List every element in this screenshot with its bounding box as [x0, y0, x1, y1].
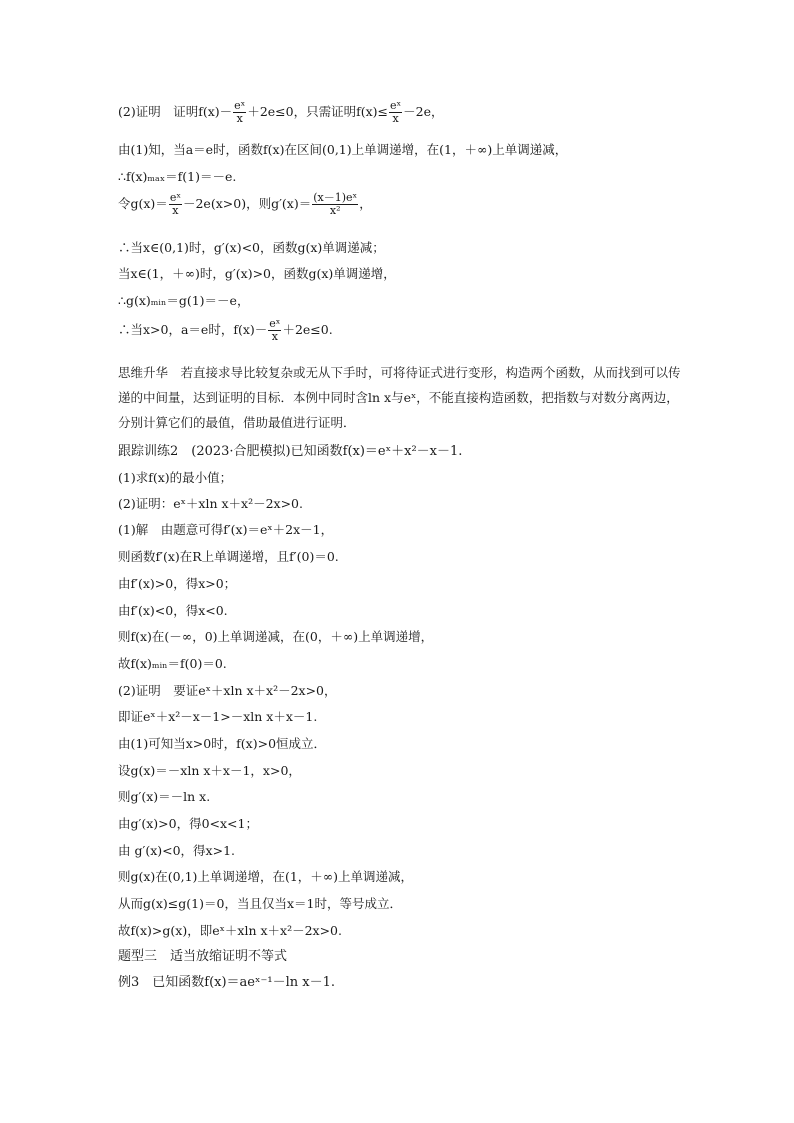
text-line: (2)证明 要证eˣ＋xln x＋x²－2x>0， — [118, 683, 337, 698]
proof-line-8: ∴当x>0，a＝e时，f(x)－ $\frac{\text{eˣ}}{x}$ ＋2e≤0. — [118, 317, 333, 343]
summary-label: 思维升华 — [118, 365, 169, 380]
text-line: ∴f(x)ₘₐₓ＝f(1)＝－e. — [118, 169, 237, 184]
fraction: $\frac{\text{eˣ}}{x}$ — [390, 99, 402, 125]
text-line: 则g′(x)＝－ln x. — [118, 789, 211, 804]
text-line: 由g′(x)>0，得0<x<1； — [118, 816, 258, 831]
text-line: 即证eˣ＋x²－x－1>－xln x＋x－1. — [118, 709, 318, 724]
section-heading: 题型三 适当放缩证明不等式 — [118, 949, 288, 964]
fraction: $\frac{\text{eˣ}}{x}$ — [269, 317, 281, 343]
text-line: 由(1)可知当x>0时，f(x)>0恒成立． — [118, 736, 327, 751]
text-line: 设g(x)＝－xln x＋x－1，x>0， — [118, 763, 301, 778]
text-line: ∴当x∈(0,1)时，g′(x)<0，函数g(x)单调递减； — [118, 240, 385, 255]
text-line: 则g(x)在(0,1)上单调递增，在(1，＋∞)上单调递减， — [118, 869, 414, 884]
thinking-summary-paragraph: 思维升华 若直接求导比较复杂或无从下手时，可将待证式进行变形，构造两个函数，从而找到可以传递的中间量，达到证明的目标．本例中同时含ln x与eˣ，不能直接构造函数，把指数与对数分离两边，分别计算它们的最值，借助最值进行证明． — [118, 365, 681, 430]
text-line: 从而g(x)≤g(1)＝0，当且仅当x＝1时，等号成立． — [118, 896, 402, 911]
fraction: $\frac{\text{(x－1)eˣ}}{\text{x²}}$ — [313, 191, 358, 217]
text-line: 则f(x)在(－∞，0)上单调递减，在(0，＋∞)上单调递增， — [118, 629, 434, 644]
text-line: 故f(x)>g(x)，即eˣ＋xln x＋x²－2x>0. — [118, 923, 342, 938]
exercise-title: 跟踪训练2 (2023·合肥模拟)已知函数f(x)＝eˣ＋x²－x－1. — [118, 444, 463, 459]
text-line: (1)解 由题意可得f′(x)＝eˣ＋2x－1， — [118, 522, 334, 537]
text-line: 由 g′(x)<0，得x>1. — [118, 843, 235, 858]
text-line: 故f(x)ₘᵢₙ＝f(0)＝0. — [118, 656, 227, 671]
fraction: $\frac{\text{eˣ}}{x}$ — [169, 191, 181, 217]
fraction: $\frac{\text{eˣ}}{x}$ — [234, 99, 246, 125]
text-line: 由(1)知，当a＝e时，函数f(x)在区间(0,1)上单调递增，在(1，＋∞)上单调递减， — [118, 142, 568, 157]
proof-line-1: (2)证明 证明f(x)－ $\frac{\text{eˣ}}{x}$ ＋2e≤0，只需证明f(x)≤ $\frac{\text{eˣ}}{x}$ －2e， — [118, 99, 444, 125]
proof-line-4: 令g(x)＝ $\frac{\text{eˣ}}{x}$ －2e(x>0)，则g′(x)＝ $\frac{\text{(x－1)eˣ}}{\text{x²}}$ ， — [118, 191, 372, 217]
text-line: 则函数f′(x)在R上单调递增，且f′(0)＝0. — [118, 549, 339, 564]
text-line: ∴g(x)ₘᵢₙ＝g(1)＝－e， — [118, 293, 250, 308]
text-line: 当x∈(1，＋∞)时，g′(x)>0，函数g(x)单调递增， — [118, 266, 396, 281]
text-line: 由f′(x)>0，得x>0； — [118, 576, 237, 591]
text-line: 由f′(x)<0，得x<0. — [118, 603, 228, 618]
example-title: 例3 已知函数f(x)＝aeˣ⁻¹－ln x－1. — [118, 975, 335, 990]
question-part-1: (1)求f(x)的最小值； — [118, 470, 233, 485]
question-part-2: (2)证明：eˣ＋xln x＋x²－2x>0. — [118, 496, 303, 511]
